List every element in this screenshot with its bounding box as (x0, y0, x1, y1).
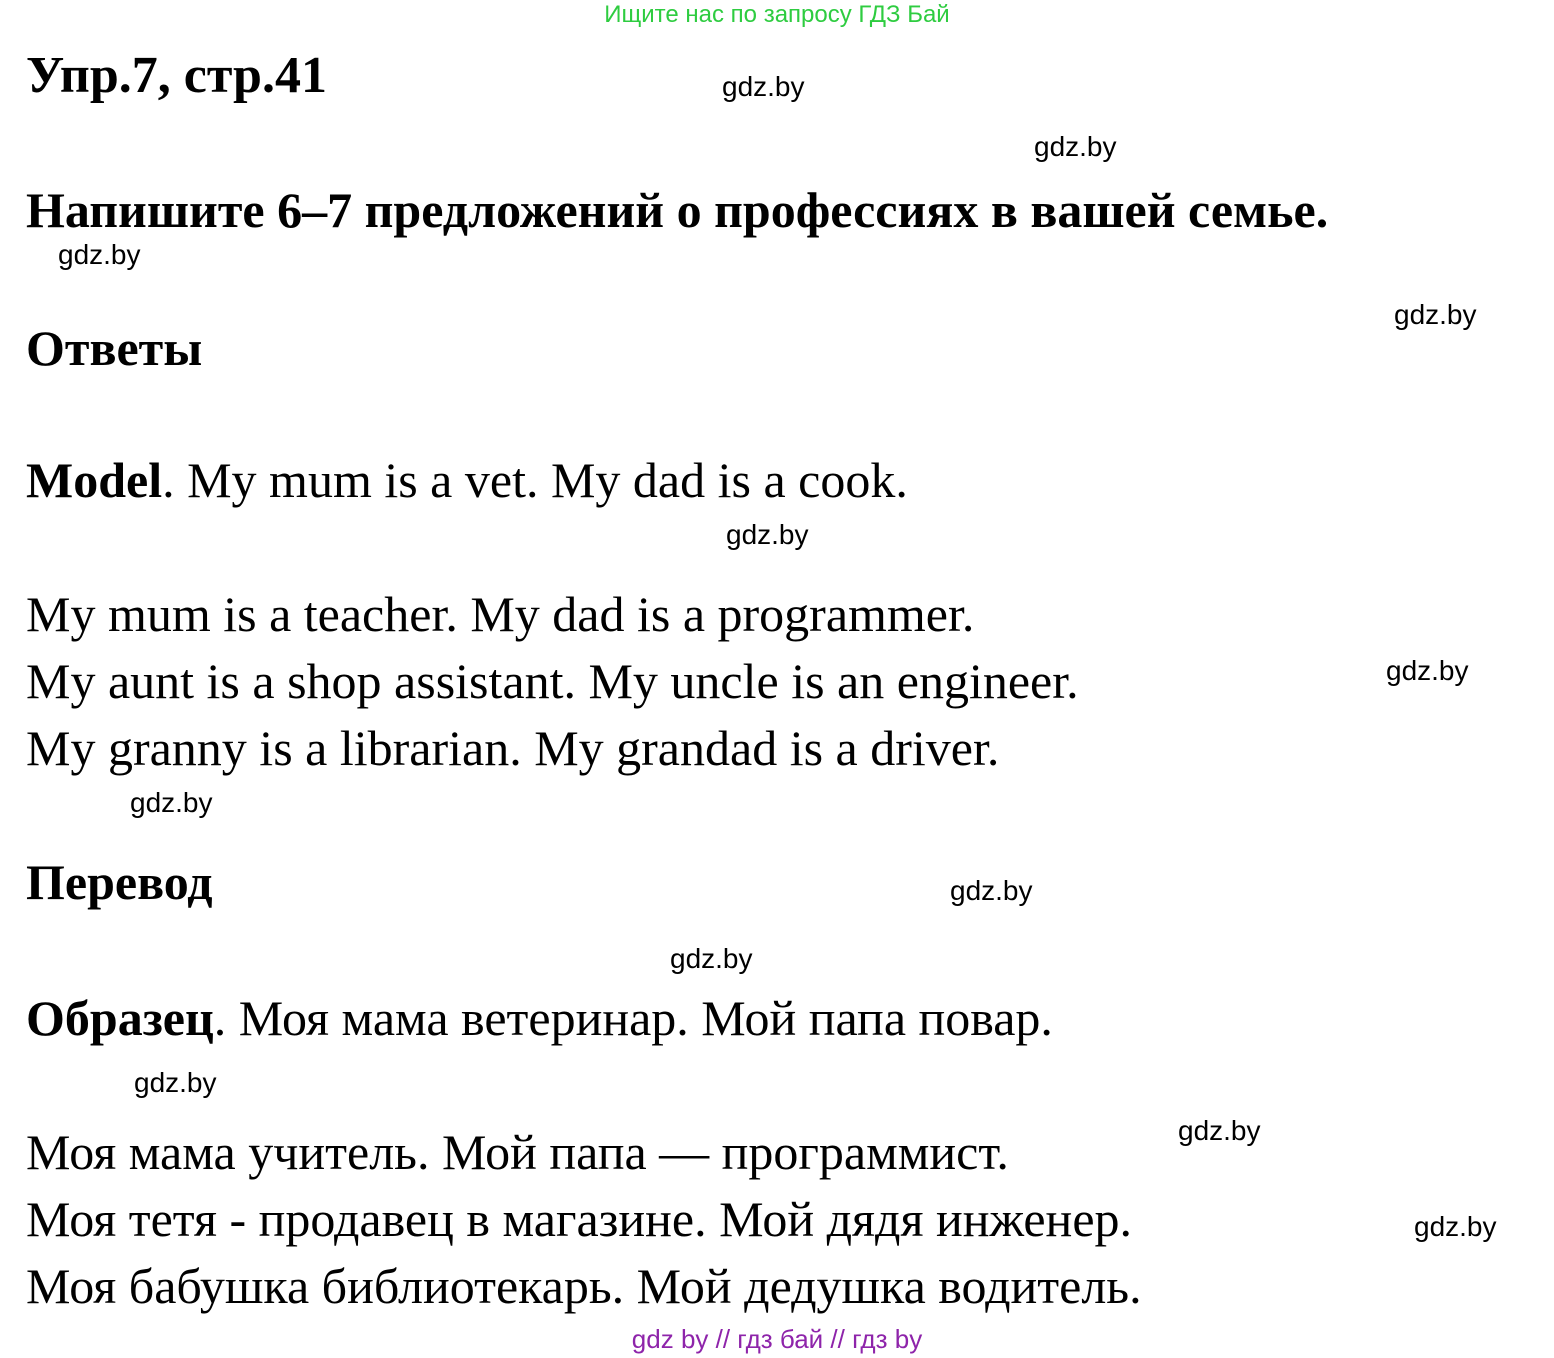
translation-heading: Перевод (26, 854, 213, 910)
footer-links: gdz by // гдз бай // гдз by (631, 1324, 923, 1354)
exercise-title: Упр.7, стр.41 (26, 47, 327, 104)
watermark: gdz.by (726, 519, 809, 550)
answer-line: My aunt is a shop assistant. My uncle is an engineer. (26, 653, 1079, 709)
model-label: Model (26, 452, 163, 508)
watermark: gdz.by (1178, 1115, 1261, 1146)
watermark: gdz.by (1394, 299, 1477, 330)
watermark: gdz.by (950, 875, 1033, 906)
sample-text: . Моя мама ветеринар. Мой папа повар. (213, 990, 1053, 1046)
translation-line: Моя бабушка библиотекарь. Мой дедушка водитель. (26, 1258, 1142, 1314)
answer-line: My mum is a teacher. My dad is a programmer. (26, 586, 975, 642)
sample-label: Образец (26, 990, 214, 1046)
watermark: gdz.by (134, 1067, 217, 1098)
watermark: gdz.by (722, 71, 805, 102)
answers-heading: Ответы (26, 320, 203, 376)
model-text: . My mum is a vet. My dad is a cook. (162, 452, 908, 508)
translation-line: Моя мама учитель. Мой папа — программист. (26, 1124, 1009, 1180)
watermark: gdz.by (58, 239, 141, 270)
watermark: gdz.by (130, 787, 213, 818)
watermark: gdz.by (1386, 655, 1469, 686)
answer-line: My granny is a librarian. My grandad is a driver. (26, 720, 1000, 776)
model-line (26, 450, 908, 510)
watermark: gdz.by (670, 943, 753, 974)
watermark: gdz.by (1034, 131, 1117, 162)
sample-line (26, 988, 1053, 1048)
task-instruction: Напишите 6–7 предложений о профессиях в вашей семье. (26, 182, 1329, 238)
watermark: gdz.by (1414, 1211, 1497, 1242)
translation-line: Моя тетя - продавец в магазине. Мой дядя инженер. (26, 1191, 1133, 1247)
top-banner: Ищите нас по запросу ГДЗ Бай (604, 1, 950, 28)
